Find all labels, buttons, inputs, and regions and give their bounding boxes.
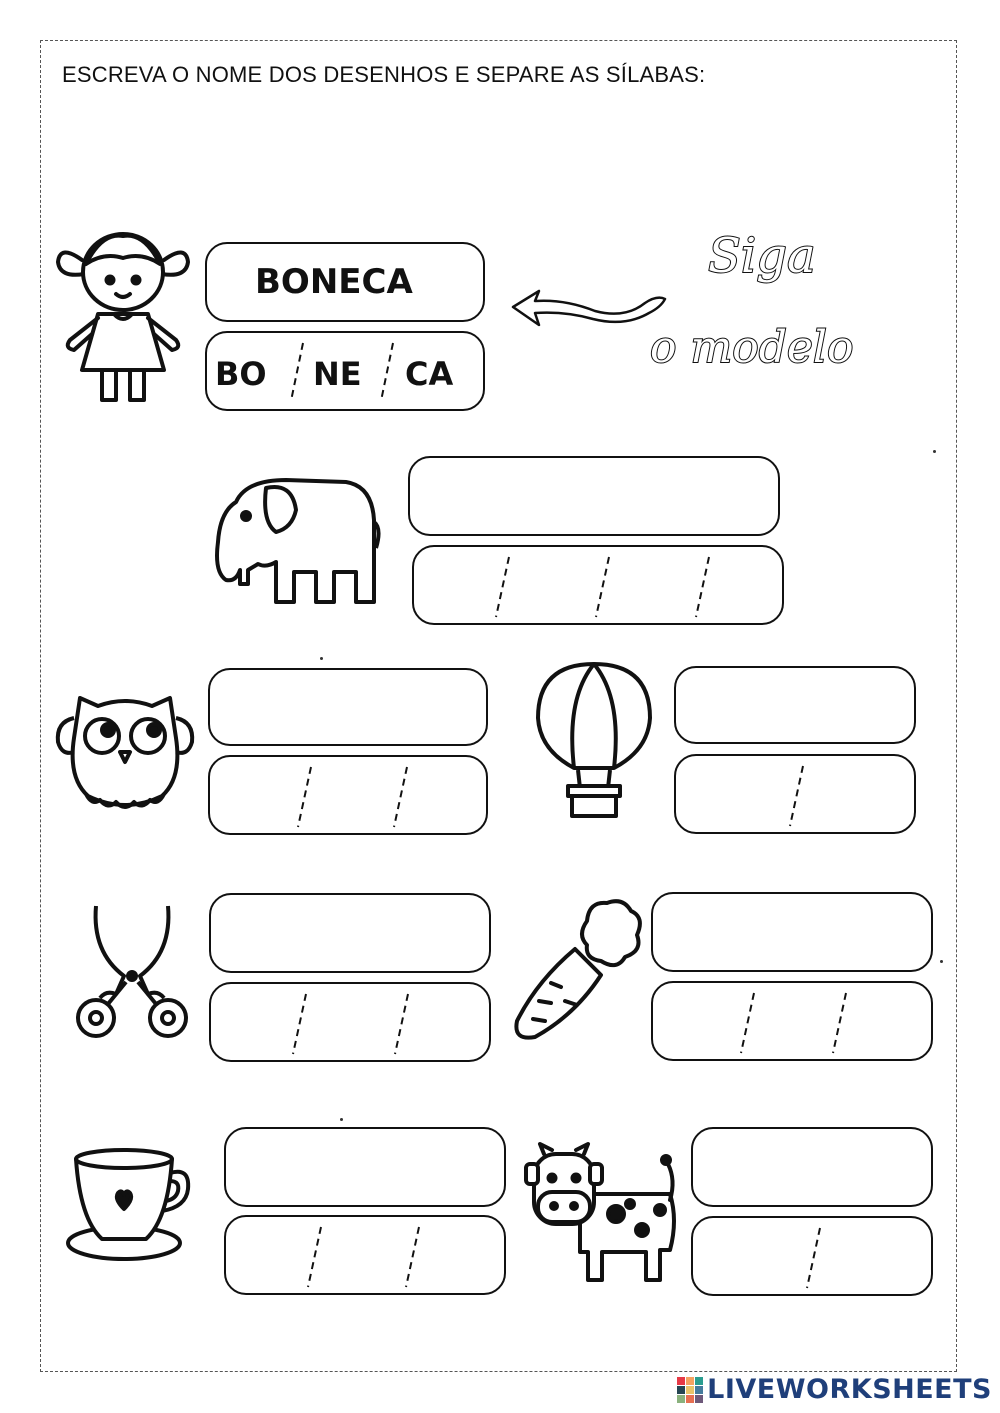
word-box[interactable] (408, 456, 780, 536)
carrot-icon (505, 895, 645, 1045)
speck (933, 450, 936, 453)
instruction-text: ESCREVA O NOME DOS DESENHOS E SEPARE AS SÍLABAS: (62, 62, 706, 87)
word-box[interactable] (691, 1127, 933, 1207)
liveworksheets-brand[interactable] (677, 1374, 992, 1405)
syllables-box[interactable] (208, 755, 488, 835)
model-title-line1: Siga (708, 228, 816, 284)
word-box[interactable] (674, 666, 916, 744)
syllable-divider (287, 339, 307, 405)
doll-icon (52, 222, 194, 412)
syllable-divider (786, 762, 808, 830)
syllable-divider (803, 1224, 825, 1292)
model-title-line2: o modelo (650, 322, 854, 373)
syllable-divider (492, 553, 514, 621)
word-input[interactable] (211, 895, 489, 971)
liveworksheets-logo-icon (677, 1377, 703, 1403)
word-box[interactable] (224, 1127, 506, 1207)
syllable-divider (737, 989, 759, 1057)
word-input[interactable] (676, 668, 914, 742)
word-input[interactable] (410, 458, 778, 534)
scissors-icon (72, 902, 192, 1042)
speck (940, 960, 943, 963)
owl-icon (52, 678, 198, 818)
syllables-box[interactable] (224, 1215, 506, 1295)
cow-icon (520, 1140, 680, 1286)
elephant-icon (206, 472, 384, 608)
syllables-box[interactable] (209, 982, 491, 1062)
word-input[interactable] (226, 1129, 504, 1205)
word-input[interactable] (210, 670, 486, 744)
example-syllables-box (205, 331, 485, 411)
syllables-box[interactable] (651, 981, 933, 1061)
syllables-box[interactable] (674, 754, 916, 834)
syllable-divider (402, 1223, 424, 1291)
arrow-left-icon (505, 285, 670, 335)
hot-air-balloon-icon (530, 658, 658, 822)
syllable-divider (294, 763, 316, 831)
syllables-box[interactable] (691, 1216, 933, 1296)
example-word-box (205, 242, 485, 322)
word-box[interactable] (208, 668, 488, 746)
example-syllable-1: BO (215, 355, 267, 393)
syllable-divider (390, 763, 412, 831)
syllable-divider (592, 553, 614, 621)
word-input[interactable] (653, 894, 931, 970)
syllable-divider (391, 990, 413, 1058)
syllable-divider (377, 339, 397, 405)
syllable-divider (829, 989, 851, 1057)
speck (320, 657, 323, 660)
example-syllable-3: CA (405, 355, 454, 393)
word-box[interactable] (209, 893, 491, 973)
word-input[interactable] (693, 1129, 931, 1205)
teacup-icon (62, 1145, 194, 1269)
brand-name: LIVEWORKSHEETS (707, 1374, 992, 1405)
syllable-divider (692, 553, 714, 621)
syllable-divider (289, 990, 311, 1058)
example-syllable-2: NE (313, 355, 362, 393)
word-box[interactable] (651, 892, 933, 972)
syllables-box[interactable] (412, 545, 784, 625)
syllable-divider (304, 1223, 326, 1291)
speck (340, 1118, 343, 1121)
example-word: BONECA (255, 262, 413, 302)
